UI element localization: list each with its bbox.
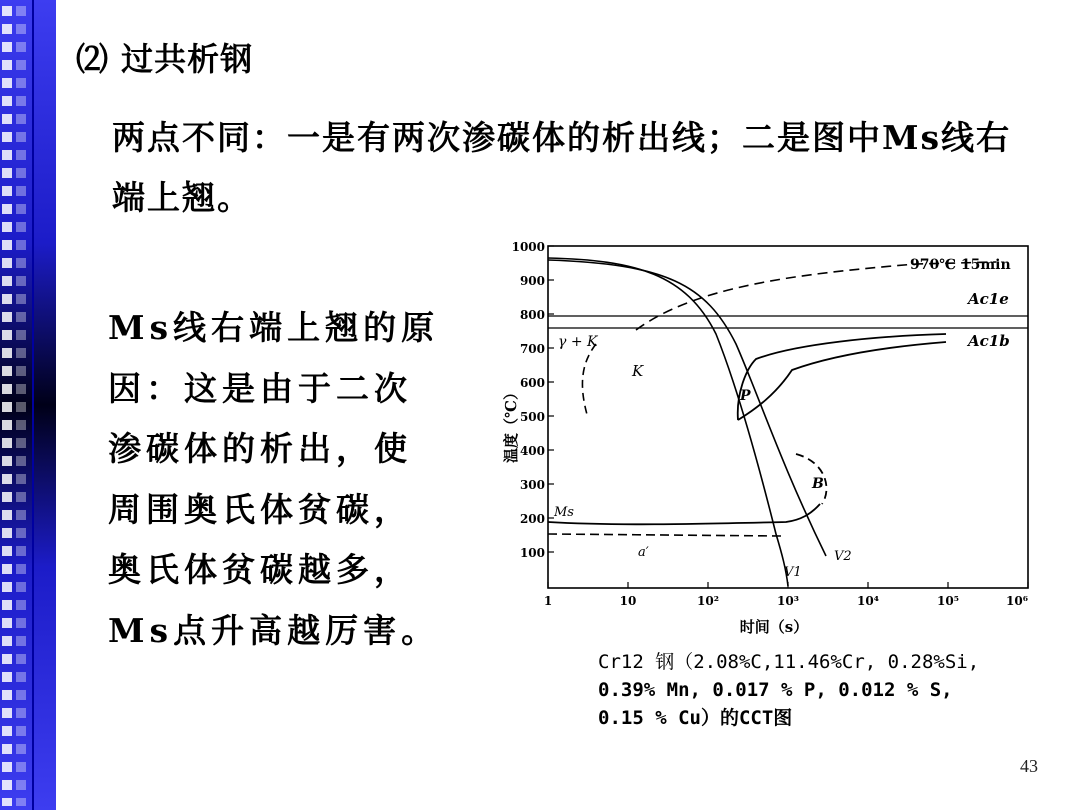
cct-diagram-svg: [496, 234, 1036, 634]
band-square-pattern-faint: [16, 6, 26, 806]
x-tick-label: 10³: [777, 594, 799, 608]
x-tick-label: 10²: [697, 594, 719, 608]
gamma-k-arc: [582, 344, 596, 418]
cct-diagram: [496, 234, 1036, 634]
plot-frame: [548, 246, 1028, 588]
label-a-prime: a′: [638, 545, 649, 560]
y-tick-label: 500: [519, 410, 545, 424]
label-v1: V1: [784, 565, 802, 580]
y-tick-label: 600: [519, 376, 545, 390]
y-tick-label: 400: [519, 444, 545, 458]
y-tick-label: 300: [519, 478, 545, 492]
label-b: B: [812, 476, 824, 492]
a-prime-dashed-line: [548, 534, 782, 536]
x-tick-label: 1: [543, 594, 553, 608]
cooling-curve-v2: [548, 260, 826, 556]
intro-paragraph: 两点不同：一是有两次渗碳体的析出线；二是图中Ms线右端上翘。: [112, 118, 1012, 217]
x-axis-ticks: [544, 582, 1028, 608]
caption-line-3: 0.15 % Cu）的CCT图: [598, 707, 793, 729]
label-ac1e: Ac1e: [968, 290, 1009, 308]
y-tick-label: 900: [519, 274, 545, 288]
label-ac1b: Ac1b: [968, 332, 1010, 350]
x-axis-label: 时间（s）: [739, 618, 809, 634]
x-tick-label: 10⁵: [937, 594, 959, 608]
x-tick-label: 10⁶: [1006, 594, 1028, 608]
y-axis-label: 温度（℃）: [502, 385, 520, 463]
slide-heading: ⑵ 过共析钢: [76, 40, 254, 78]
y-tick-label: 100: [519, 546, 545, 560]
caption-line-1: Cr12 钢（2.08%C,11.46%Cr, 0.28%Si,: [598, 651, 980, 673]
label-k: K: [632, 362, 644, 380]
label-gamma-k: γ + K: [558, 334, 598, 350]
y-tick-label: 700: [519, 342, 545, 356]
page-number: 43: [1020, 756, 1038, 776]
ms-line: [548, 504, 820, 524]
label-ms: Ms: [554, 505, 574, 520]
label-v2: V2: [834, 549, 852, 564]
pearlite-region: [738, 334, 946, 420]
left-decorative-band: [0, 0, 56, 810]
y-tick-label: 1000: [511, 240, 545, 254]
band-divider-line: [32, 0, 34, 810]
x-tick-label: 10⁴: [857, 594, 879, 608]
y-tick-label: 800: [519, 308, 545, 322]
x-tick-label: 10: [619, 594, 637, 608]
label-austenitize: 970℃ 15min: [910, 257, 1011, 273]
band-square-pattern: [2, 6, 12, 806]
cooling-curve-v1: [548, 258, 788, 586]
label-p: P: [740, 388, 751, 404]
caption-line-2: 0.39% Mn, 0.017 % P, 0.012 % S,: [598, 679, 953, 701]
diagram-caption: [598, 648, 1028, 732]
y-tick-label: 200: [519, 512, 545, 526]
reason-paragraph: Ms线右端上翘的原因：这是由于二次渗碳体的析出，使周围奥氏体贫碳，奥氏体贫碳越多，Ms点升高越厉害。: [108, 308, 440, 650]
